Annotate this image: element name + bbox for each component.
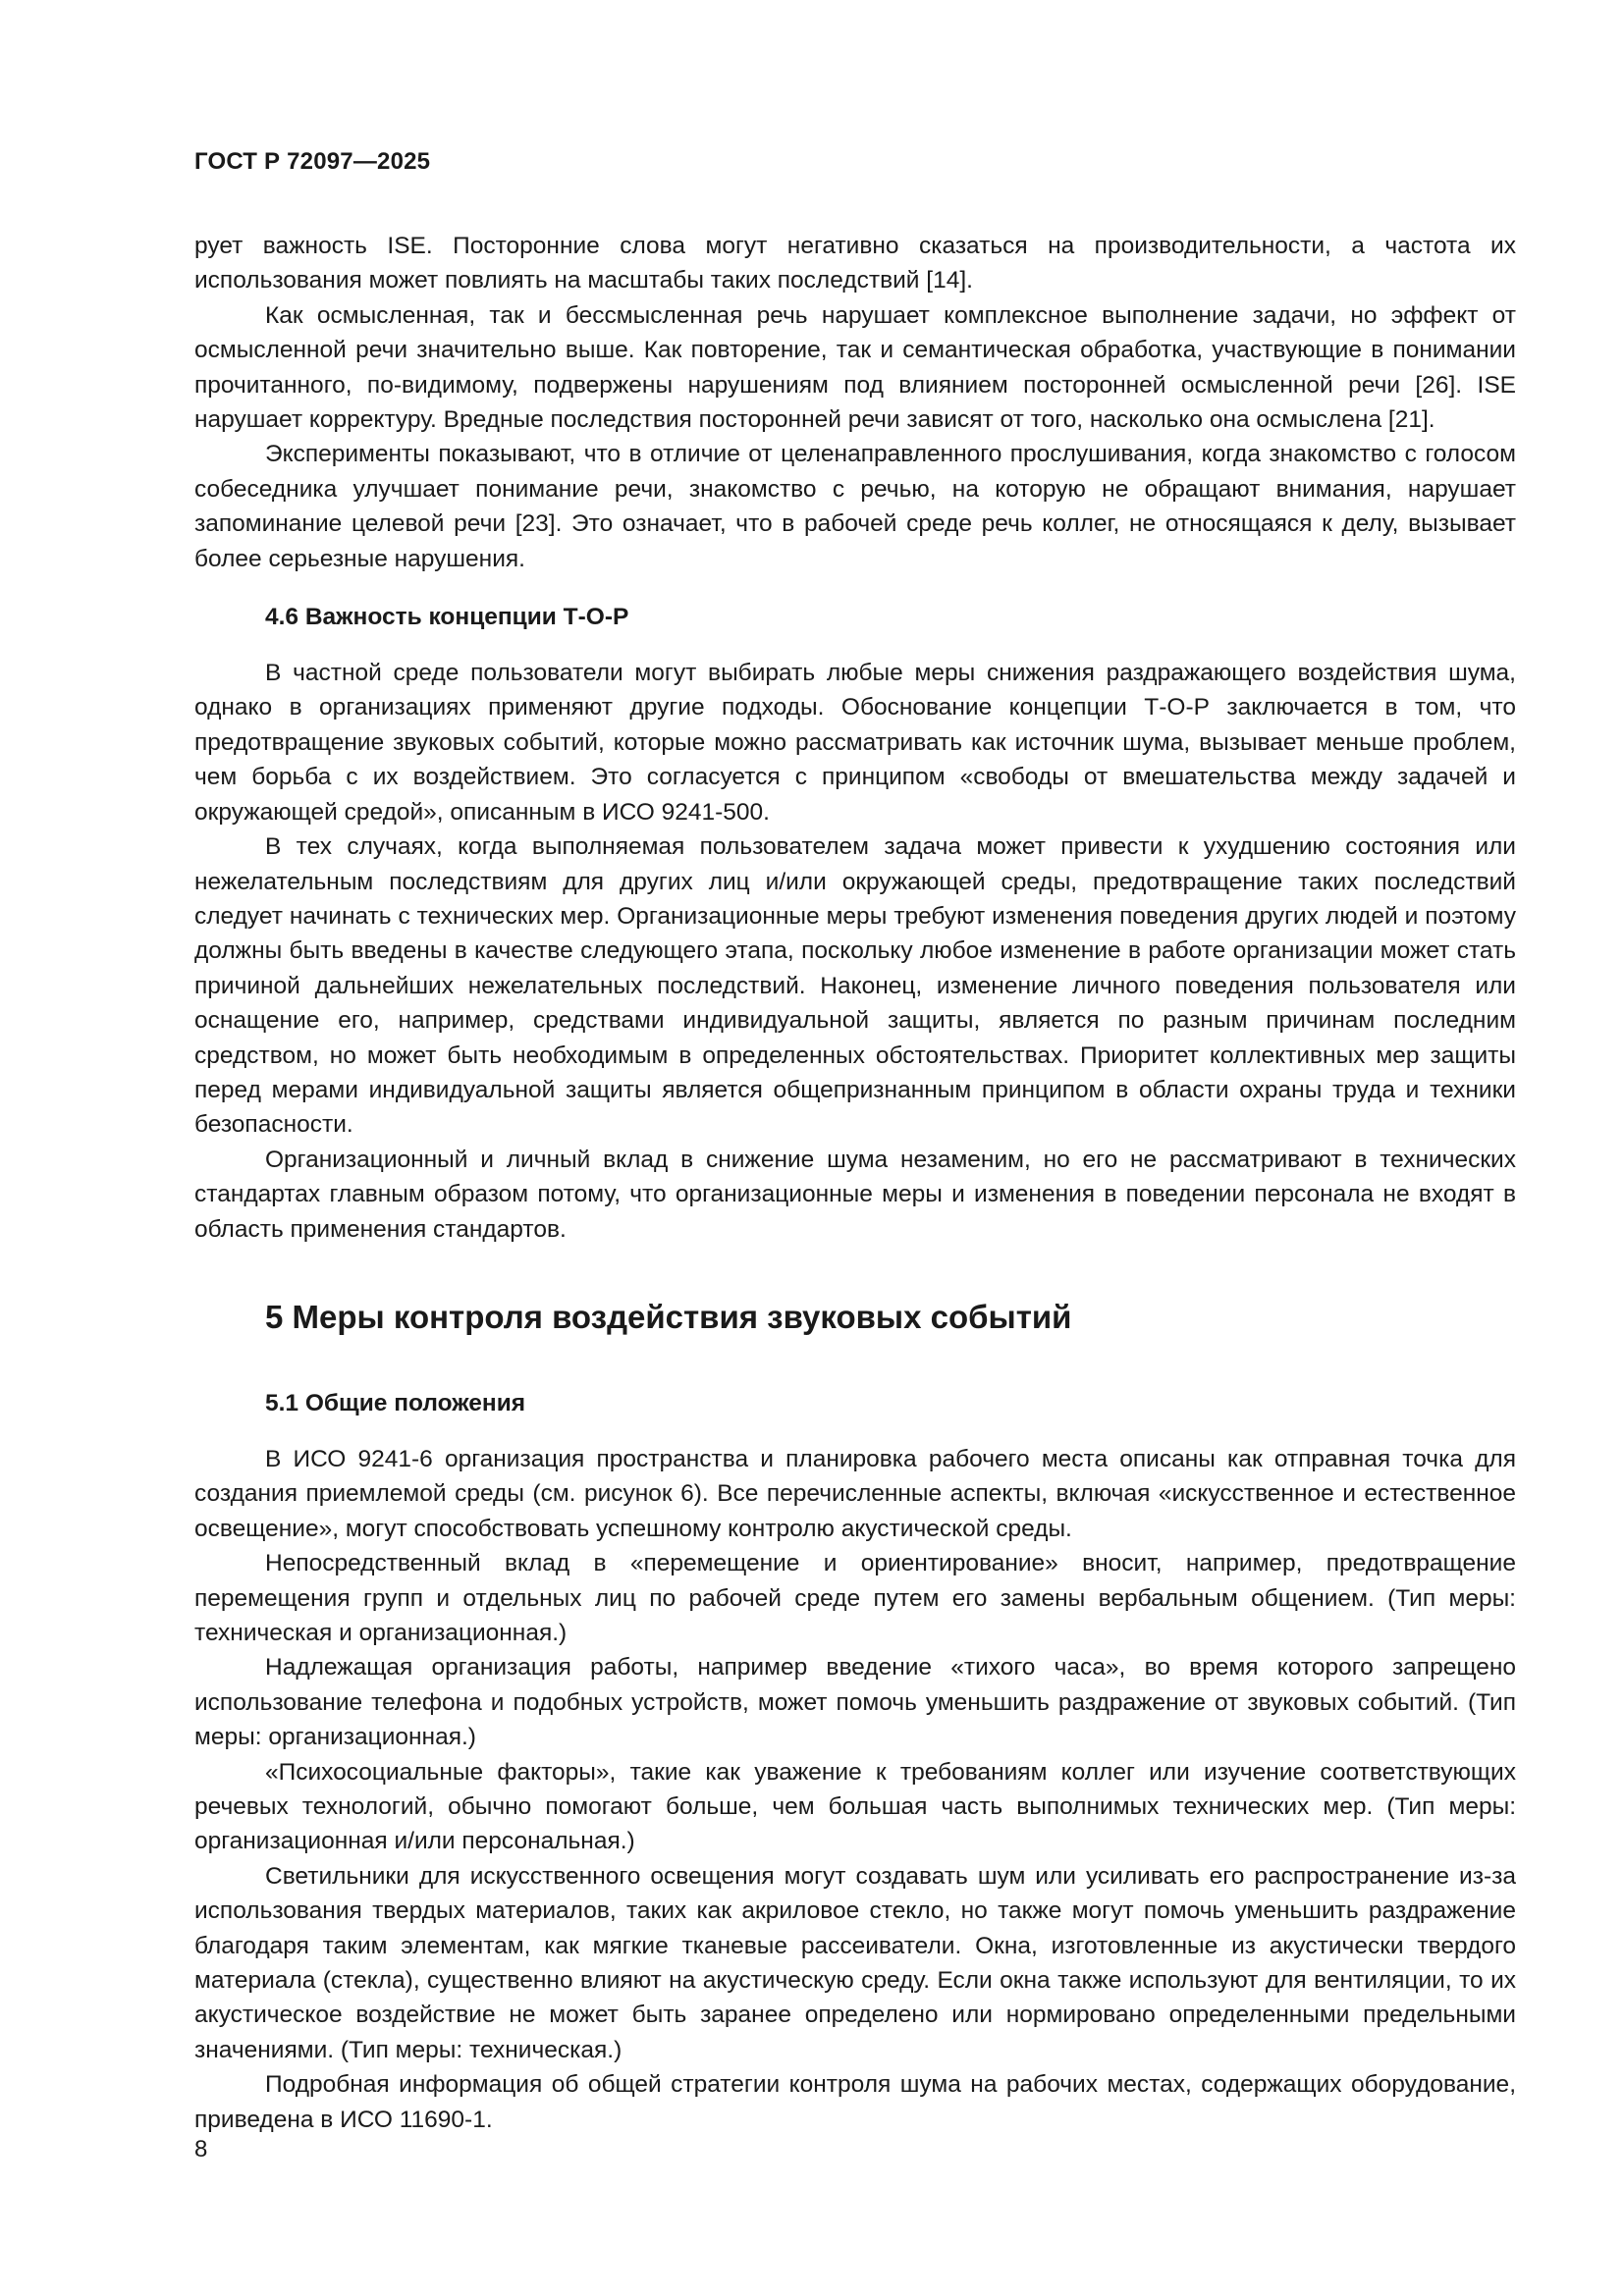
subsection-heading-5-1: 5.1 Общие положения <box>265 1389 526 1416</box>
paragraph: Надлежащая организация работы, например введение «тихого часа», во время которого запрещено использование телефона и подобных устройств, может помочь уменьшить раздражение от звуковых событий. (Тип меры: организационная.) <box>194 1654 1516 1751</box>
paragraph: В тех случаях, когда выполняемая пользователем задача может привести к ухудшению состояния или нежелательным последствиям для других лиц и/или окружающей среды, предотвращение таких последствий следует начинать с технических мер. Организационные меры требуют изменения поведения других людей и поэтому должны быть введены в качестве следующего этапа, поскольку любое изменение в работе организации может стать причиной дальнейших нежелательных последствий. Наконец, изменение личного поведения пользователя или оснащение его, например, средствами индивидуальной защиты, является по разным причинам последним средством, но может быть необходимым в определенных обстоятельствах. Приоритет коллективных мер защиты перед мерами индивидуальной защиты является общепризнанным принципом в области охраны труда и техники безопасности. <box>194 833 1516 1139</box>
paragraph-continuation: рует важность ISE. Посторонние слова могут негативно сказаться на производительности, а частота их использования может повлиять на масштабы таких последствий [14]. <box>194 233 1516 294</box>
paragraph: Подробная информация об общей стратегии контроля шума на рабочих местах, содержащих оборудование, приведена в ИСО 11690-1. <box>194 2071 1516 2133</box>
section-heading-5: 5 Меры контроля воздействия звуковых событий <box>265 1298 1072 1335</box>
subsection-heading-4-6: 4.6 Важность концепции Т-О-Р <box>265 604 629 631</box>
paragraph: Непосредственный вклад в «перемещение и ориентирование» вносит, например, предотвращение перемещения групп и отдельных лиц по рабочей среде путем его замены вербальным общением. (Тип меры: техническая и организационная.) <box>194 1550 1516 1646</box>
document-body <box>194 229 1516 2137</box>
page-number: 8 <box>194 2136 208 2163</box>
paragraph: Светильники для искусственного освещения могут создавать шум или усиливать его распространение из-за использования твердых материалов, таких как акриловое стекло, но также могут помочь уменьшить раздражение благодаря таким элементам, как мягкие тканевые рассеиватели. Окна, изготовленные из акустически твердого материала (стекла), существенно влияют на акустическую среду. Если окна также используют для вентиляции, то их акустическое воздействие не может быть заранее определено или нормировано определенными предельными значениями. (Тип меры: техническая.) <box>194 1862 1516 2063</box>
paragraph: В ИСО 9241-6 организация пространства и планировка рабочего места описаны как отправная точка для создания приемлемой среды (см. рисунок 6). Все перечисленные аспекты, включая «искусственное и естественное освещение», могут способствовать успешному контролю акустической среды. <box>194 1445 1516 1542</box>
paragraph: «Психосоциальные факторы», такие как уважение к требованиям коллег или изучение соответствующих речевых технологий, обычно помогают больше, чем большая часть выполнимых технических мер. (Тип меры: организационная и/или персональная.) <box>194 1758 1516 1855</box>
paragraph: В частной среде пользователи могут выбирать любые меры снижения раздражающего воздействия шума, однако в организациях применяют другие подходы. Обоснование концепции Т-О-Р заключается в том, что предотвращение звуковых событий, которые можно рассматривать как источник шума, вызывает меньше проблем, чем борьба с их воздействием. Это согласуется с принципом «свободы от вмешательства между задачей и окружающей средой», описанным в ИСО 9241-500. <box>194 660 1516 826</box>
document-id-header: ГОСТ Р 72097—2025 <box>194 148 431 175</box>
paragraph: Как осмысленная, так и бессмысленная речь нарушает комплексное выполнение задачи, но эффект от осмысленной речи значительно выше. Как повторение, так и семантическая обработка, участвующие в понимании прочитанного, по-видимому, подвержены нарушениям под влиянием посторонней осмысленной речи [26]. ISE нарушает корректуру. Вредные последствия посторонней речи зависят от того, насколько она осмыслена [21]. <box>194 301 1516 434</box>
paragraph: Эксперименты показывают, что в отличие от целенаправленного прослушивания, когда знакомство с голосом собеседника улучшает понимание речи, знакомство с речью, на которую не обращают внимания, нарушает запоминание целевой речи [23]. Это означает, что в рабочей среде речь коллег, не относящаяся к делу, вызывает более серьезные нарушения. <box>194 441 1516 572</box>
paragraph: Организационный и личный вклад в снижение шума незаменим, но его не рассматривают в технических стандартах главным образом потому, что организационные меры и изменения в поведении персонала не входят в область применения стандартов. <box>194 1146 1516 1243</box>
